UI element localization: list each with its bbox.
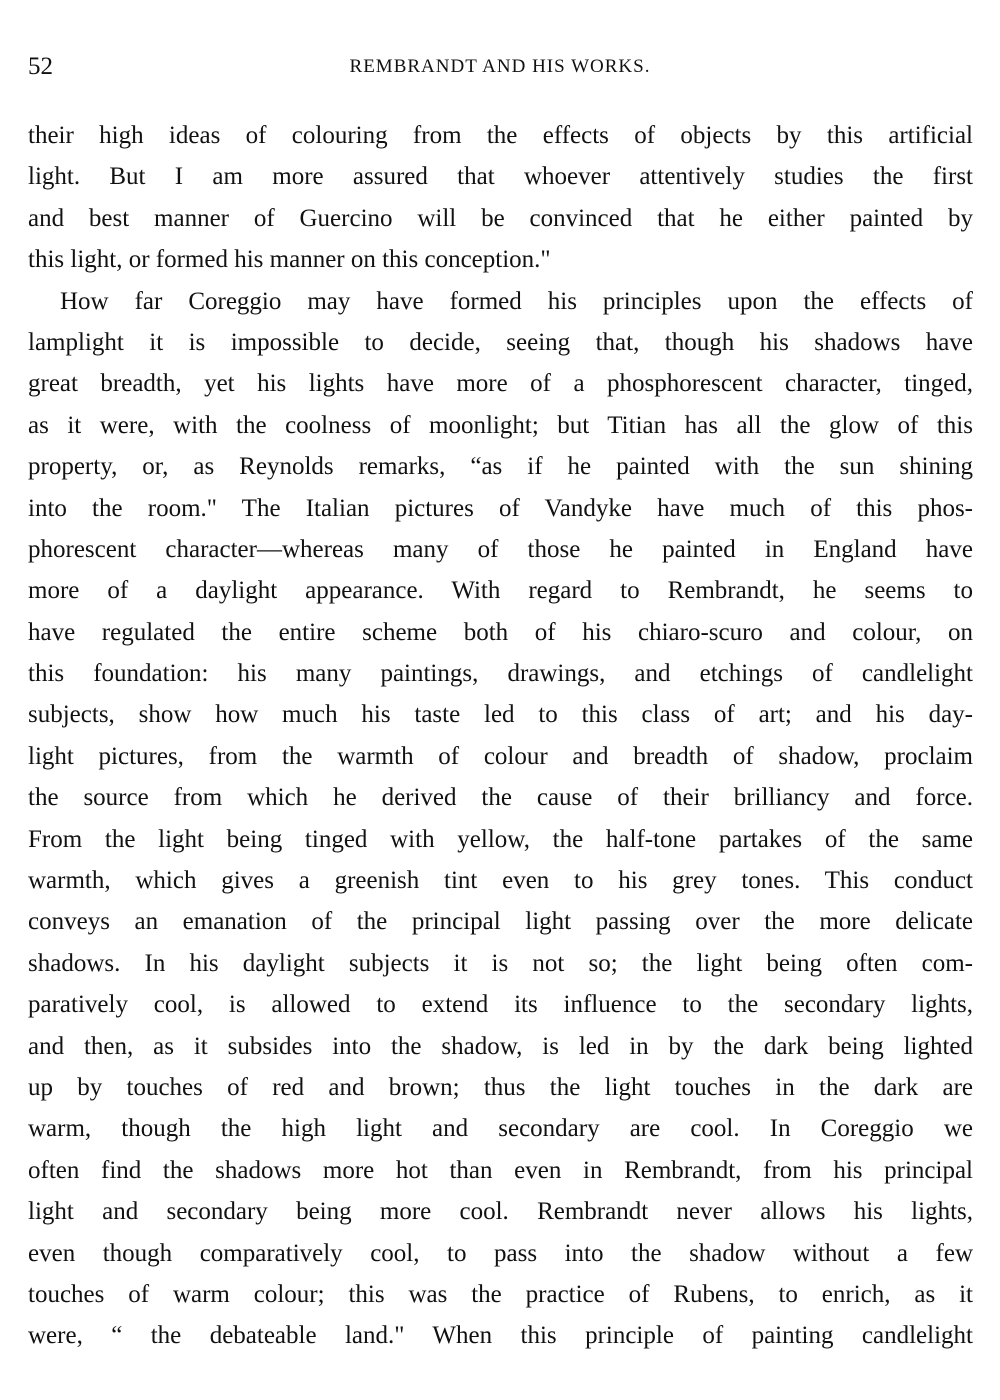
running-title: REMBRANDT AND HIS WORKS. xyxy=(349,56,651,77)
text-line: more of a daylight appearance. With regard to Rembrandt, he seems to xyxy=(28,577,973,605)
text-line: up by touches of red and brown; thus the light touches in the dark are xyxy=(28,1073,973,1101)
text-line: and best manner of Guercino will be convinced that he either painted by xyxy=(28,204,973,232)
text-line: great breadth, yet his lights have more of a phosphorescent character, tinged, xyxy=(28,370,973,398)
text-line: light and secondary being more cool. Rembrandt never allows his lights, xyxy=(28,1198,973,1226)
text-line: From the light being tinged with yellow, the half-tone partakes of the same xyxy=(28,825,973,853)
text-line: this light, or formed his manner on this conception." xyxy=(28,246,551,274)
text-line: property, or, as Reynolds remarks, “as if he painted with the sun shining xyxy=(28,453,973,481)
page-number: 52 xyxy=(28,53,53,80)
text-line: warmth, which gives a greenish tint even to his grey tones. This conduct xyxy=(28,867,973,895)
text-line: lamplight it is impossible to decide, seeing that, though his shadows have xyxy=(28,328,973,356)
text-line: often find the shadows more hot than even in Rembrandt, from his principal xyxy=(28,1156,973,1184)
text-line: light. But I am more assured that whoever attentively studies the first xyxy=(28,163,973,191)
text-line: this foundation: his many paintings, drawings, and etchings of candlelight xyxy=(28,660,973,688)
text-line: touches of warm colour; this was the practice of Rubens, to enrich, as it xyxy=(28,1280,973,1308)
text-line: have regulated the entire scheme both of his chiaro-scuro and colour, on xyxy=(28,618,973,646)
text-line: into the room." The Italian pictures of Vandyke have much of this phos- xyxy=(28,494,973,522)
text-line: subjects, show how much his taste led to this class of art; and his day- xyxy=(28,701,973,729)
text-line: warm, though the high light and secondary are cool. In Coreggio we xyxy=(28,1115,973,1143)
text-line: were, “ the debateable land." When this principle of painting candlelight xyxy=(28,1322,973,1350)
paragraph-first-line: How far Coreggio may have formed his principles upon the effects of xyxy=(60,287,973,315)
text-line: their high ideas of colouring from the effects of objects by this artificial xyxy=(28,122,973,149)
text-line: as it were, with the coolness of moonlight; but Titian has all the glow of this xyxy=(28,411,973,439)
text-line: and then, as it subsides into the shadow, is led in by the dark being lighted xyxy=(28,1032,973,1060)
text-line: phorescent character—whereas many of those he painted in England have xyxy=(28,535,973,563)
text-line: paratively cool, is allowed to extend its influence to the secondary lights, xyxy=(28,991,973,1019)
text-line: light pictures, from the warmth of colour and breadth of shadow, proclaim xyxy=(28,742,973,770)
text-line: shadows. In his daylight subjects it is not so; the light being often com- xyxy=(28,949,973,977)
text-line: even though comparatively cool, to pass into the shadow without a few xyxy=(28,1239,973,1267)
body-text xyxy=(28,115,973,1357)
text-line: the source from which he derived the cause of their brilliancy and force. xyxy=(28,784,973,812)
text-line: conveys an emanation of the principal light passing over the more delicate xyxy=(28,908,973,936)
